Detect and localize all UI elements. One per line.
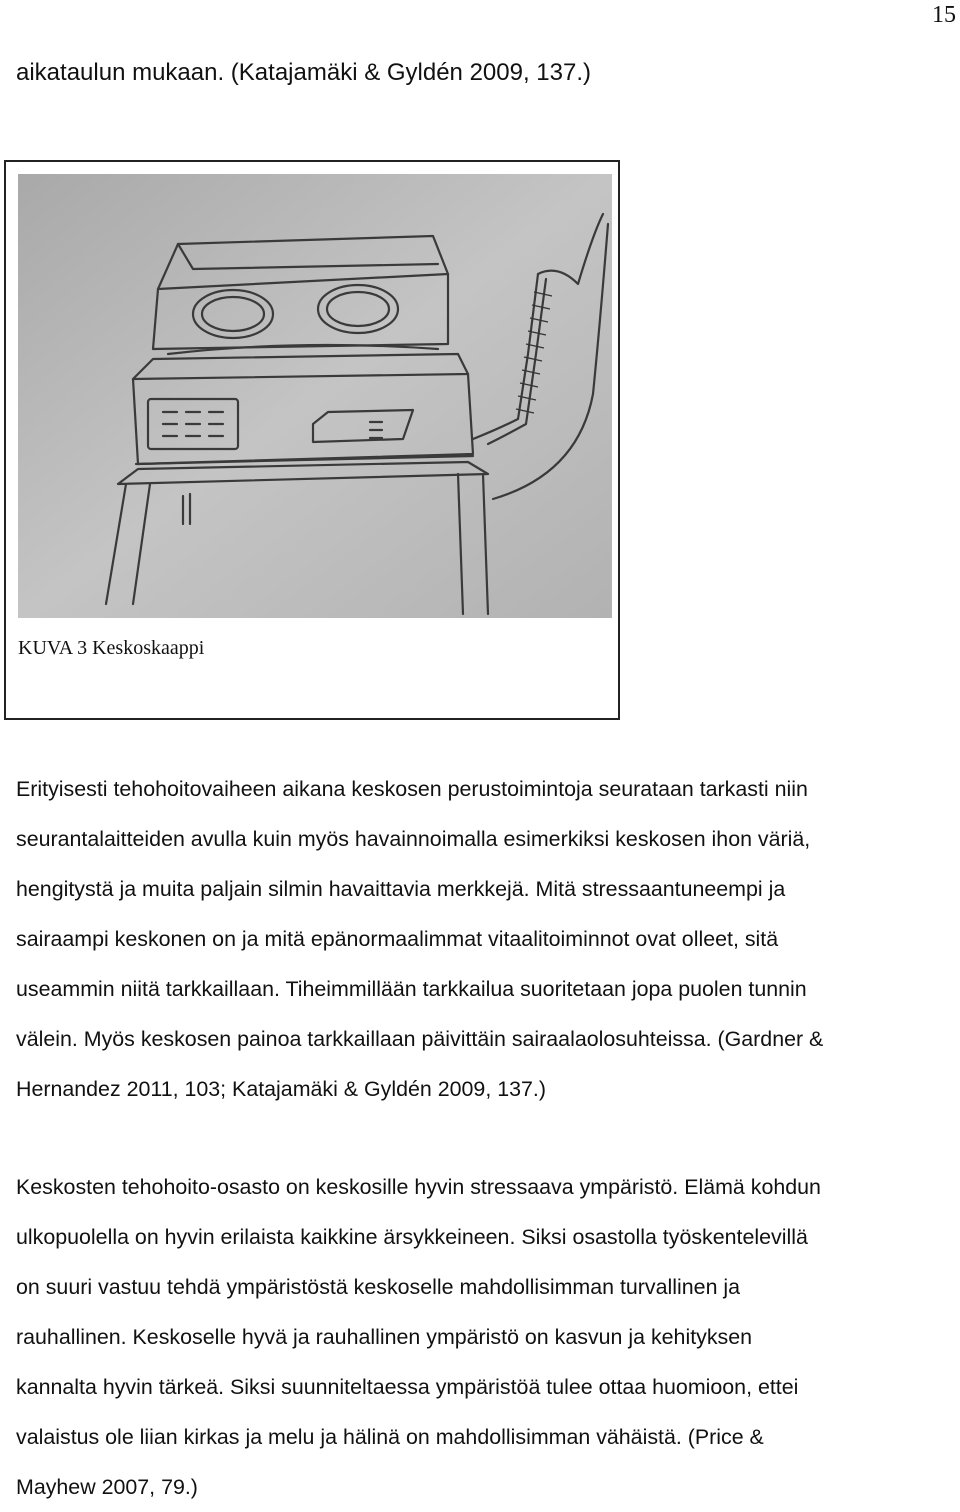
paragraph-line: hengitystä ja muita paljain silmin havaittavia merkkejä. Mitä stressaantuneempi ja	[16, 877, 786, 901]
continued-text-line: aikataulun mukaan. (Katajamäki & Gyldén 2009, 137.)	[16, 59, 592, 86]
paragraph-line: Erityisesti tehohoitovaiheen aikana keskosen perustoimintoja seurataan tarkasti niin	[16, 777, 808, 801]
page-number: 15	[932, 2, 956, 28]
incubator-sketch-photo	[18, 174, 612, 618]
body-paragraph	[16, 764, 956, 1114]
paragraph-line: Keskosten tehohoito-osasto on keskosille hyvin stressaava ympäristö. Elämä kohdun	[16, 1175, 821, 1199]
paragraph-line: kannalta hyvin tärkeä. Siksi suunniteltaessa ympäristöä tulee ottaa huomioon, ettei	[16, 1375, 799, 1399]
paragraph-line: Mayhew 2007, 79.)	[16, 1475, 198, 1499]
paragraph-line: on suuri vastuu tehdä ympäristöstä keskoselle mahdollisimman turvallinen ja	[16, 1275, 741, 1299]
paragraph-line: ulkopuolella on hyvin erilaista kaikkine ärsykkeineen. Siksi osastolla työskentelevillä	[16, 1225, 808, 1249]
figure-frame	[4, 160, 620, 720]
paragraph-line: Hernandez 2011, 103; Katajamäki & Gyldén 2009, 137.)	[16, 1077, 546, 1101]
paragraph-line: sairaampi keskonen on ja mitä epänormaalimmat vitaalitoiminnot ovat olleet, sitä	[16, 927, 779, 951]
body-paragraph	[16, 1162, 956, 1512]
figure-caption: KUVA 3 Keskoskaappi	[18, 637, 205, 659]
paragraph-line: rauhallinen. Keskoselle hyvä ja rauhallinen ympäristö on kasvun ja kehityksen	[16, 1325, 753, 1349]
paragraph-line: useammin niitä tarkkaillaan. Tiheimmillään tarkkailua suoritetaan jopa puolen tunnin	[16, 977, 807, 1001]
paragraph-line: välein. Myös keskosen painoa tarkkaillaan päivittäin sairaalaolosuhteissa. (Gardner &	[16, 1027, 824, 1051]
paragraph-line: valaistus ole liian kirkas ja melu ja hälinä on mahdollisimman vähäistä. (Price &	[16, 1425, 764, 1449]
paragraph-line: seurantalaitteiden avulla kuin myös havainnoimalla esimerkiksi keskosen ihon väriä,	[16, 827, 811, 851]
